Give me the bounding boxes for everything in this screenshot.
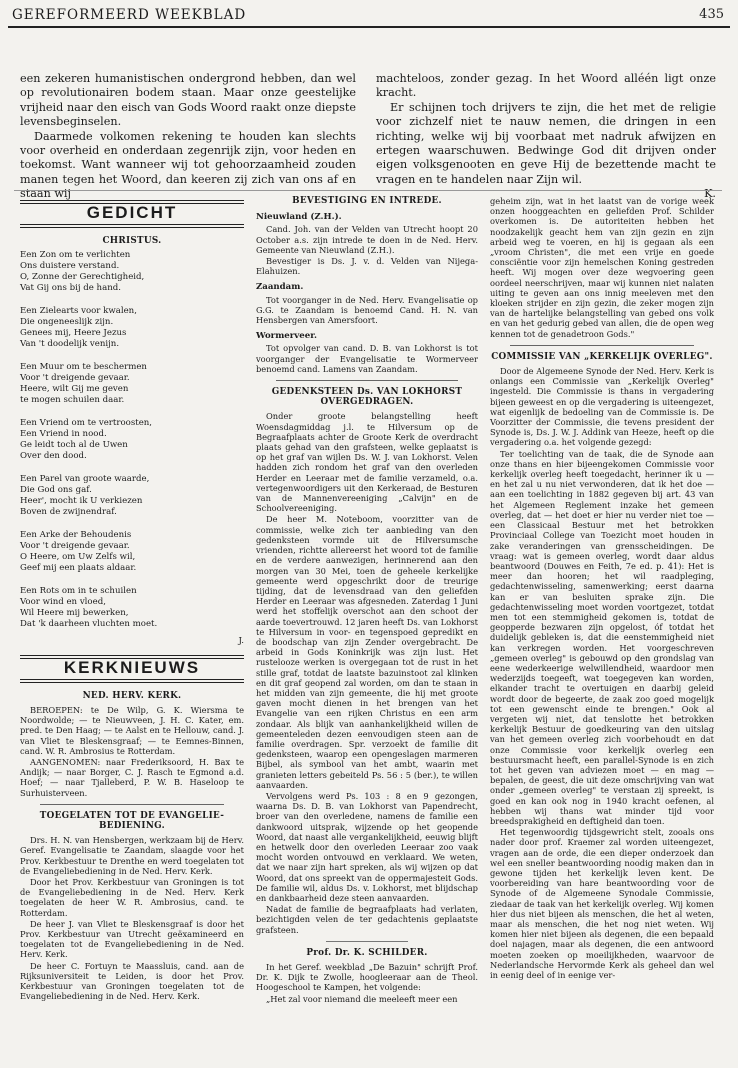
rule [276,380,458,381]
poem-line: Een Parel van groote waarde, [20,474,150,485]
toegelaten-paragraph: Door het Prov. Kerkbestuur van Groningen is tot de Evangeliebediening in de Ned. Herv. Kerk toegelaten de heer W. R. Ambrosius, cand. te Rotterdam. [20,877,244,918]
commissie-paragraph: Door de Algemeene Synode der Ned. Herv. Kerk is onlangs een Commissie van „Kerkelijk Overleg" ingesteld. Die Commissie is thans in vergadering bijeen geweest en op die vergadering is uiteengezet, wat eigenlijk de bedoeling van de Commissie is. De Voorzitter der Commissie, die tevens president der Synode is, Ds. J. W. J. Addink van Heeze, heeft op die vergadering o.a. het volgende gezegd: [490,366,714,448]
poem-line: Boven de zwijnendraf. [20,507,117,518]
poem-line: Wil Heere mij bewerken, [20,608,129,619]
rule [326,941,408,942]
column-right [490,196,714,981]
poem-stanza [20,362,244,406]
poem-line: Een Zon om te verlichten [20,250,131,261]
news-paragraph: Bevestiger is Ds. J. v. d. Velden van Nijega-Elahuizen. [256,256,478,277]
poem-body [20,250,244,630]
gedenksteen-paragraph: Onder groote belangstelling heeft Woensdagmiddag j.l. te Hilversum op de Begraafplaats achter de Groote Kerk de overdracht plaats gehad van den grafsteen, welke geplaatst is op het graf van wijlen Ds. W. J. van Lokhorst. Velen hadden zich rondom het graf van den overleden Herder en Leeraar met de familie verzameld, o.a. vertegenwoordigers uit den Kerkeraad, de Besturen van de Mannenvereeniging „Calvijn" en de Schoolvereeniging. [256,411,478,514]
gedenksteen-paragraph: De heer M. Noteboom, voorzitter van de commissie, welke zich ter aanbieding van den gedenksteen vormde uit de Hilversumsche vrienden, richtte allereerst het woord tot de familie en de verdere aanwezigen, herinnerend aan den morgen van 30 Mei, toen de geheele kerkelijke gemeente werd opgeschrikt door de treurige tijding, dat de levensdraad van den geliefden Herder en Leeraar was afgesneden. Zaterdag 1 Juni werd het stoffelijk overschot aan den schoot der aarde toevertrouwd. 12 jaren heeft Ds. van Lokhorst te Hilversum in voor- en tegenspoed gepredikt en de boodschap van zijn Zender overgebracht. De arbeid in Gods Koninkrijk was zijn lust. Het rustelooze werken is overgegaan tot de rust in het stille graf, totdat de laatste bazuinstoot zal klinken en dit graf geopend zal worden, om dan te staan in het midden van zijn gemeente, die hij met groote gaven mocht dienen in het brengen van het Evangelie van een rijken Christus en een arm zondaar. Als blijk van aanhankelijkheid willen de gemeenteleden dezen eenvoudigen steen aan de familie overdragen. Spr. verzoekt de familie dit gedenksteen, waarop een opengeslagen marmeren Bijbel, als symbool van het ambt, waarin met granieten letters gebeiteld Ps. 56 : 5 (ber.), te willen aanvaarden. [256,514,478,790]
poem-line: Voor wind en vloed, [20,597,106,608]
poem-stanza [20,250,244,294]
poem-line: Geef mij een plaats aldaar. [20,563,137,574]
toegelaten-paragraph: De heer C. Fortuyn te Maassluis, cand. aan de Rijksuniversiteit te Leiden, is door het Prov. Kerkbestuur van Groningen toegelaten tot de Evangeliebediening in de Ned. Herv. Kerk. [20,960,244,1002]
schilder-paragraph: „Het zal voor niemand die meeleeft meer een [266,993,458,1004]
kerknieuws-heading-box [20,655,244,683]
page-number: 435 [699,7,724,22]
intro-paragraph: Daarmede volkomen rekening te houden kan slechts voor overheid en onderdaan zegenrijk zijn, voor heden en toekomst. Want wanneer wij tot gehoorzaamheid zouden manen tegen het Woord, dan keeren zij zich van ons af en staan wij [20,129,356,201]
poem-stanza [20,306,244,350]
poem-line: Een Zielearts voor kwalen, [20,306,137,317]
poem-line: Een Vriend in nood. [20,429,107,440]
poem-line: Ge leidt toch al de Uwen [20,440,128,451]
ned-herv-heading: NED. HERV. KERK. [82,690,182,701]
kerknieuws-heading: KERKNIEUWS [63,657,201,677]
section-divider [14,190,722,191]
gedenksteen-paragraph: Nadat de familie de begraafplaats had verlaten, bezichtigden velen de ter gedachtenis geplaatste grafsteen. [256,904,478,935]
gedicht-heading-box [20,200,244,228]
column-left [20,196,244,1003]
gedenksteen-paragraph: Vervolgens werd Ps. 103 : 8 en 9 gezongen, waarna Ds. D. B. van Lokhorst van Papendrecht, broer van den overledene, namens de familie een dankwoord uitsprak, wijzende op het geopende Woord, dat naast alle vergankelijkheid, eeuwig blijft en hetwelk door den overleden Leeraar zoo vaak mocht worden ontvouwd en verklaard. We weten, dat we naar zijn hart spreken, als wij wijzen op dat Woord, dat ons spreekt van de oppermajesteit Gods. De familie wil, aldus Ds. v. Lokhorst, met blijdschap en dankbaarheid deze steen aanvaarden. [256,790,478,903]
poem-line: Van 't doodelijk venijn. [20,339,120,350]
poem-stanza [20,586,244,630]
bevestiging-heading: BEVESTIGING EN INTREDE. [292,196,442,206]
intro-right-column [376,72,716,202]
poem-line: Die ongeneeslijk zijn. [20,317,114,328]
poem-line: Over den dood. [20,451,87,462]
rule [510,345,694,346]
toegelaten-paragraph: Drs. H. N. van Hensbergen, werkzaam bij de Herv. Geref. Evangelisatie te Zaandam, slaagde voor het Prov. Kerkbestuur te Drenthe en werd toegelaten tot de Evangeliebediening in de Ned. Herv. Kerk. [20,835,244,876]
news-paragraph: Tot voorganger in de Ned. Herv. Evangelisatie op G.G. te Zaandam is benoemd Cand. H. N. van Hensbergen van Amersfoort. [256,294,478,326]
poem-line: Een Vriend om te vertroosten, [20,418,153,429]
commissie-heading: COMMISSIE VAN „KERKELIJK OVERLEG". [491,351,713,362]
news-paragraph: Tot opvolger van cand. D. B. van Lokhorst is tot voorganger der Evangelisatie te Wormerveer benoemd cand. Lamens van Zaandam. [256,343,478,374]
intro-paragraph: Er schijnen toch drijvers te zijn, die het met de religie voor zichzelf niet te nauw nemen, die dringen in een richting, welke wij bij voorbaat met nadruk afwijzen en ertegen waarschuwen. Bedwinge God dit drijven onder eigen volksgenooten en geve Hij de bezettende macht te vragen en te handelen naar Zijn wil. [376,100,716,186]
place-heading: Nieuwland (Z.H.). [256,212,342,223]
poem-line: O Heere, om Uw Zelfs wil, [20,552,136,563]
rule [40,804,224,805]
poem-line: Die God ons gaf. [20,485,92,496]
gedicht-heading: GEDICHT [86,203,178,222]
poem-line: Voor 't dreigende gevaar. [20,373,130,384]
commissie-paragraph: Het tegenwoordig tijdsgewricht stelt, zooals ons nader door prof. Kraemer zal worden uiteengezet, vragen aan de orde, die een dieper onderzoek dan wel een sneller beantwoording noodig maken dan in gewone tijden het kerkelijk leven kent. De voorbereiding van hare beantwoording voor de Synode of de Algemeene Synodale Commissie, ziedaar de taak van het kerkelijk overleg. Wij komen hier dus niet bijeen als menschen, die het al weten, maar als menschen, die het nog niet weten. Wij komen hier niet bijeen als degenen, die een bepaald doel najagen, maar als degenen, die een antwoord moeten zoeken op moeilijkheden, waarvoor de Nederlandsche Hervormde Kerk als geheel dan wel in eenig deel of in eenige ver- [490,827,714,981]
commissie-paragraph: Ter toelichting van de taak, die de Synode aan onze thans en hier bijeengekomen Commissie voor kerkelijk overleg heeft toegedacht, herinner ik u — en het zal u nu niet verwonderen, dat ik het doe — aan een toelichting in 1882 gegeven bij art. 43 van het Algemeen Reglement inzake het gemeen overleg, dat — het doet er hier nu verder niet toe — een Classicaal Bestuur met het betrokken Provinciaal College van Toezicht moet houden in zake veranderingen van grensscheidingen. De vraag: wat is gemeen overleg, wordt daar aldus beantwoord (Douwes en Feith, 7e ed. p. 41): Het is meer dan hooren; het wil raadpleging, gedachtenwisseling, samenwerking; eerst daarna kan er van besluiten sprake zijn. Die gedachtenwisseling moet worden voortgezet, totdat men tot een stemmigheid gekomen is, totdat de geopperde bezwaren zijn opgelost, óf totdat het duidelijk gebleken is, dat die eenstemmigheid niet kan verkregen worden. Het voorgeschreven „gemeen overleg" is gebouwd op den grondslag van eene wederkeerige welwillendheid, waardoor men wederzijds toegeeft, wat toegegeven kan worden, elkander tracht te overtuigen en daarbij geleid wordt door de begeerte, de zaak zoo goed mogelijk tot een gewenscht einde te brengen." Ook al vergeten wij niet, dat tenslotte het betrokken kerkelijk Bestuur de goedkeuring van den uitslag van het gemeen overleg zich voorbehoudt en dat onze Commissie voor kerkelijk overleg een bestuursmacht heeft, een parallel-Synode is en zich tot het geven van adviezen moet — en mag — bepalen, de geest, die uit deze omschrijving van wat onder „gemeen overleg" te verstaan zij spreekt, is goed en kan ook nog in 1940 kracht oefenen, al hebben wij thans wat minder tijd voor breedsprakigheid en deftigheid dan toen. [490,448,714,826]
poem-line: Genees mij, Heere Jezus [20,328,127,339]
schilder-paragraph: In het Geref. weekblad „De Bazuin" schrijft Prof. Dr. K. Dijk te Zwolle, hoogleeraar aan de Theol. Hoogeschool te Kampen, het volgende: [256,962,478,993]
poem-line: O, Zonne der Gerechtigheid, [20,272,145,283]
poem-line: Voor 't dreigende gevaar. [20,541,130,552]
aangenomen-paragraph: AANGENOMEN: naar Frederiksoord, H. Bax te Andijk; — naar Borger, C. J. Rasch te Egmond a.d. Hoef; — naar Tjalleberd, P. W. B. Haseloop te Surhuisterveen. [20,757,244,798]
schilder-heading: Prof. Dr. K. SCHILDER. [306,947,428,958]
poem-line: Een Rots om in te schuilen [20,586,137,597]
poem-stanza [20,530,244,574]
poem-line: Heere, wilt Gij me geven [20,384,129,395]
intro-paragraph: machteloos, zonder gezag. In het Woord alléén ligt onze kracht. [376,72,716,100]
toegelaten-heading: TOEGELATEN TOT DE EVANGELIE-BEDIENING. [39,810,225,832]
place-heading: Zaandam. [256,282,304,293]
gedenksteen-heading: GEDENKSTEEN Ds. VAN LOKHORST OVERGEDRAGEN. [271,387,463,408]
poem-signature: J. [238,636,244,647]
intro-signature: K. [704,187,716,201]
column-middle [256,196,478,1005]
place-heading: Wormerveer. [256,331,317,342]
poem-line: Ons duistere verstand. [20,261,120,272]
poem-line: Een Muur om te beschermen [20,362,147,373]
poem-line: Een Arke der Behoudenis [20,530,132,541]
poem-line: Heer', mocht ik U verkiezen [20,496,143,507]
poem-line: Dat 'k daarheen vluchten moet. [20,619,158,630]
poem-line: Vat Gij ons bij de hand. [20,283,121,294]
news-paragraph: Cand. Joh. van der Velden van Utrecht hoopt 20 October a.s. zijn intrede te doen in de Ned. Herv. Gemeente van Nieuwland (Z.H.). [256,224,478,255]
poem-title: CHRISTUS. [102,236,162,247]
beroepen-paragraph: BEROEPEN: te De Wilp, G. K. Wiersma te Noordwolde; — te Nieuwveen, J. H. C. Kater, em. pred. te Den Haag; — te Aalst en te Hellouw, cand. J. van Vliet te Bleskensgraaf; — te Eemnes-Binnen, cand. W. R. Ambrosius te Rotterdam. [20,705,244,756]
intro-paragraph: een zekeren humanistischen ondergrond hebben, dan wel op revolutionairen bodem staan. Maar onze geestelijke vrijheid naar den eisch van Gods Woord raakt onze diepste levensbeginselen. [20,72,356,129]
poem-stanza [20,474,244,518]
schilder-continued: geheim zijn, wat in het laatst van de vorige week onzen hooggeachten en geliefden Prof. Schilder overkomen is. De autoriteiten hebben het noodzakelijk geacht hem van zijn gezin en zijn arbeid weg te voeren, en hij is gegaan als een „vroom Christen", die met een vrije en goede consciëntie voor zijn hemelschen Koning gestreden heeft. Wij mogen over deze wegvoering geen oordeel neerschrijven, maar wij kunnen niet nalaten uiting te geven aan ons innig meeleven met den kloeken strijder en zijn gezin, die zeker mogen zijn van de hartelijke belangstelling van gebed ons volk en van het gedurig gebed van allen, die de open weg kennen tot de genadetroon Gods." [490,196,714,339]
poem-stanza [20,418,244,462]
poem-line: te mogen schuilen daar. [20,395,125,406]
intro-left-column [20,72,356,202]
toegelaten-paragraph: De heer J. van Vliet te Bleskensgraaf is door het Prov. Kerkbestuur van Utrecht geëxamineerd en toegelaten tot de Evangeliebediening in de Ned. Herv. Kerk. [20,918,244,960]
page-header [8,4,730,28]
publication-title: GEREFORMEERD WEEKBLAD [12,7,247,23]
